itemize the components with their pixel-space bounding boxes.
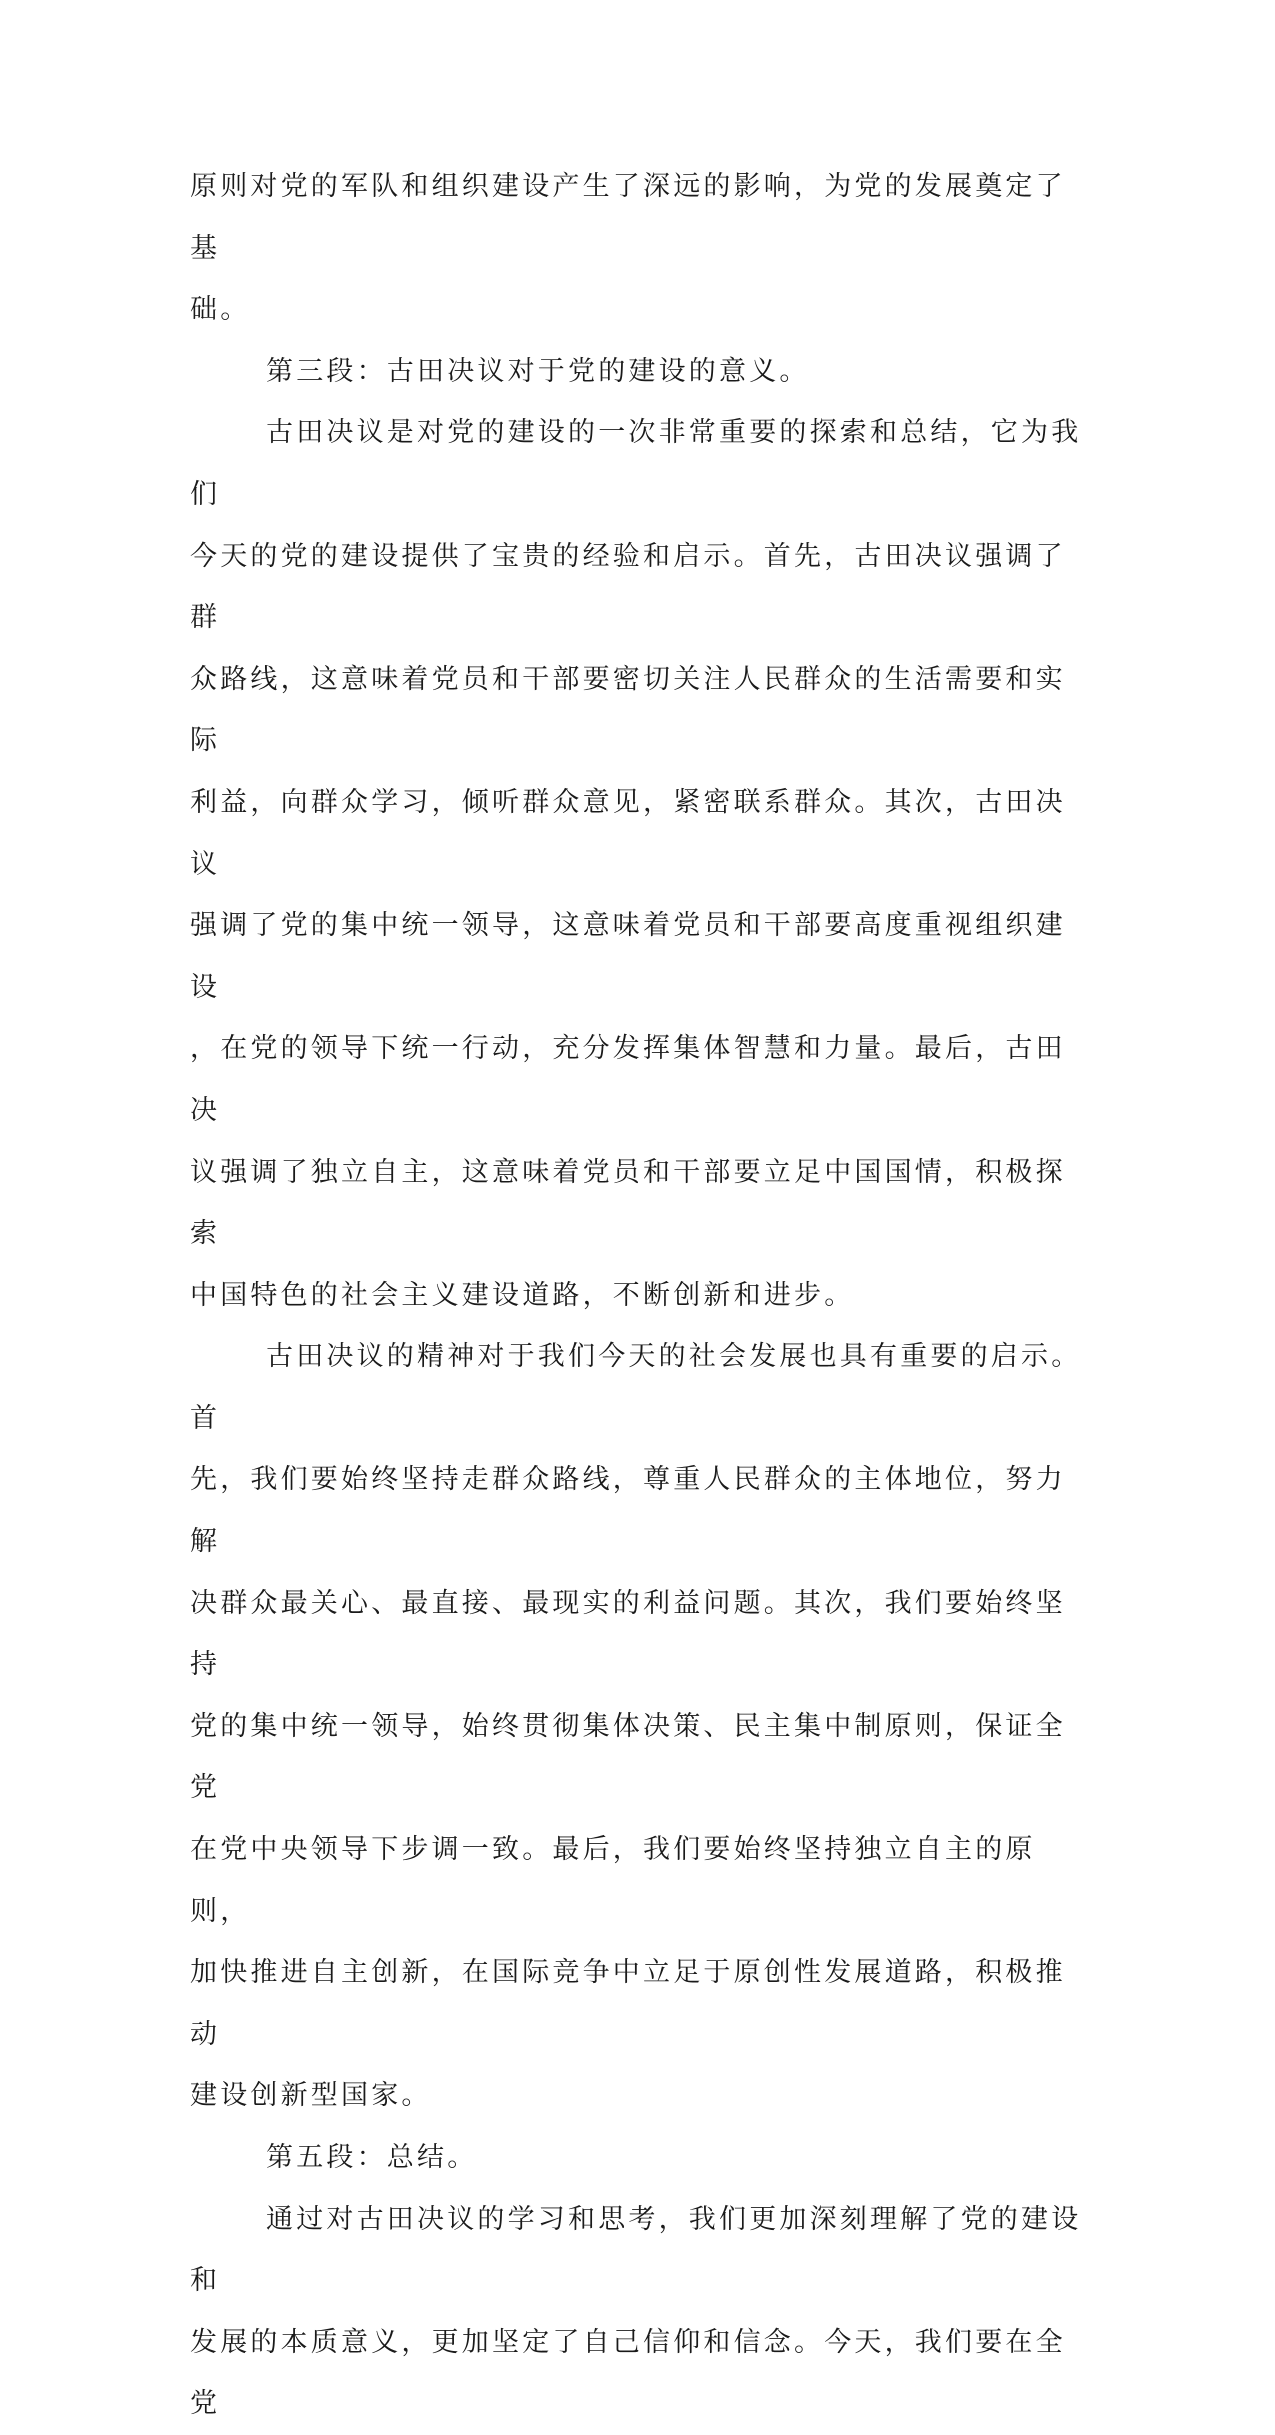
text-line: 古田决议的精神对于我们今天的社会发展也具有重要的启示。首: [190, 1341, 1082, 1434]
text-line: 古田决议是对党的建设的一次非常重要的探索和总结，它为我们: [190, 417, 1082, 510]
paragraph-summary: [190, 2189, 1090, 2435]
text-line: 强调了党的集中统一领导，这意味着党员和干部要高度重视组织建设: [190, 910, 1066, 1003]
text-line: 发展的本质意义，更加坚定了自己信仰和信念。今天，我们要在全党: [190, 2326, 1066, 2420]
text-line: 先，我们要始终坚持走群众路线，尊重人民群众的主体地位，努力解: [190, 1464, 1066, 1558]
text-line: 原则对党的军队和组织建设产生了深远的影响，为党的发展奠定了基: [190, 171, 1066, 264]
text-line: 利益，向群众学习，倾听群众意见，紧密联系群众。其次，古田决议: [190, 786, 1066, 880]
text-line: 建设创新型国家。: [190, 2080, 432, 2112]
document-body: [190, 156, 1090, 2435]
text-line: 议强调了独立自主，这意味着党员和干部要立足中国国情，积极探索: [190, 1156, 1066, 1250]
paragraph-social-development: [190, 1326, 1090, 2127]
section-heading-5: [190, 2127, 1090, 2189]
text-line: 第三段：古田决议对于党的建设的意义。: [266, 355, 810, 387]
text-line: 第五段：总结。: [266, 2142, 478, 2173]
text-line: 党的集中统一领导，始终贯彻集体决策、民主集中制原则，保证全党: [190, 1710, 1066, 1804]
text-line: 加快推进自主创新，在国际竞争中立足于原创性发展道路，积极推动: [190, 1957, 1066, 2050]
text-line: ，在党的领导下统一行动，充分发挥集体智慧和力量。最后，古田决: [190, 1033, 1066, 1126]
text-line: 在党中央领导下步调一致。最后，我们要始终坚持独立自主的原则，: [190, 1834, 1036, 1927]
text-line: 中国特色的社会主义建设道路，不断创新和进步。: [190, 1279, 855, 1311]
text-line: 决群众最关心、最直接、最现实的利益问题。其次，我们要始终坚持: [190, 1587, 1066, 1681]
paragraph-continuation: [190, 156, 1090, 341]
section-heading-3: [190, 341, 1090, 403]
text-line: 础。: [190, 294, 251, 326]
text-line: 今天的党的建设提供了宝贵的经验和启示。首先，古田决议强调了群: [190, 540, 1066, 634]
paragraph-party-building: [190, 402, 1090, 1326]
text-line: 众路线，这意味着党员和干部要密切关注人民群众的生活需要和实际: [190, 663, 1066, 757]
text-line: 通过对古田决议的学习和思考，我们更加深刻理解了党的建设和: [190, 2203, 1082, 2297]
